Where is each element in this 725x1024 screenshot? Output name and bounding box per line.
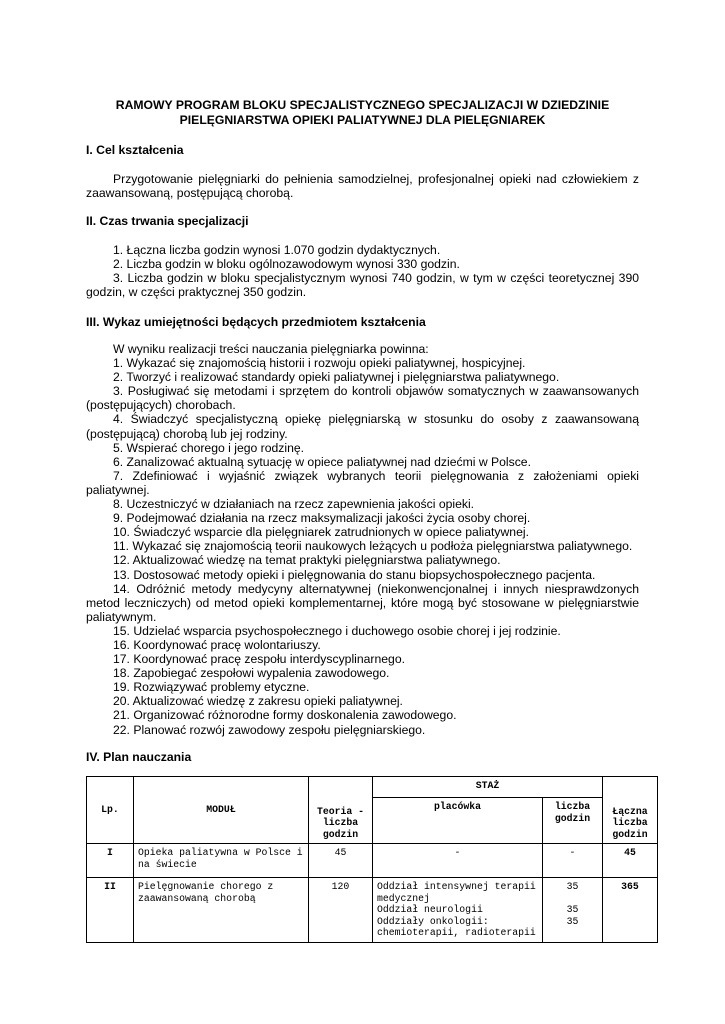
cell-lp: I	[87, 844, 134, 878]
list-item: 7. Zdefiniować i wyjaśnić związek wybranych teorii pielęgnowania z założeniami opieki paliatywnej.	[86, 468, 639, 497]
list-item: 20. Aktualizować wiedzę z zakresu opieki paliatywnej.	[113, 694, 403, 709]
title-line-1: RAMOWY PROGRAM BLOKU SPECJALISTYCZNEGO SPECJALIZACJI W DZIEDZINIE	[115, 98, 610, 112]
header-teoria: Teoria - liczba godzin	[309, 777, 373, 844]
list-item: 21. Organizować różnorodne formy doskonalenia zawodowego.	[113, 708, 457, 723]
section-heading-3: III. Wykaz umiejętności będących przedmiotem kształcenia	[86, 315, 426, 329]
list-item: 1. Wykazać się znajomością historii i rozwoju opieki paliatywnej, hospicyjnej.	[113, 356, 526, 371]
cell-placowka	[373, 878, 543, 943]
list-item: 22. Planować rozwój zawodowy zespołu pielęgniarskiego.	[113, 722, 426, 737]
list-item: 9. Podejmować działania na rzecz maksymalizacji jakości życia osoby chorej.	[113, 511, 531, 526]
document-title	[86, 98, 639, 128]
cell-laczna: 45	[603, 844, 658, 878]
header-liczba-godzin: liczba godzin	[543, 798, 603, 844]
list-item: 1. Łączna liczba godzin wynosi 1.070 godzin dydaktycznych.	[113, 243, 441, 257]
list-item: 2. Liczba godzin w bloku ogólnozawodowym wynosi 330 godzin.	[113, 257, 460, 272]
curriculum-table	[86, 776, 658, 943]
list-item: 11. Wykazać się znajomością teorii naukowych leżących u podłoża pielęgniarstwa paliatywnego.	[113, 539, 633, 554]
header-placowka: placówka	[373, 798, 543, 844]
title-line-2: PIELĘGNIARSTWA OPIEKI PALIATYWNEJ DLA PIELĘGNIAREK	[179, 113, 546, 127]
cell-modul: Pielęgnowanie chorego z zaawansowaną chorobą	[134, 878, 309, 943]
placowka-line: Oddział intensywnej terapii medycznej	[377, 881, 536, 904]
cell-lp: II	[87, 878, 134, 943]
list-item: 4. Świadczyć specjalistyczną opiekę pielęgniarską w stosunku do osoby z zaawansowaną (postępującą) chorobą lub jej rodziny.	[86, 412, 639, 441]
header-staz: STAŻ	[373, 777, 603, 798]
section-2-list	[86, 243, 639, 299]
liczba-line: 35	[566, 904, 579, 915]
list-item: 8. Uczestniczyć w działaniach na rzecz zapewnienia jakości opieki.	[113, 497, 475, 512]
cell-teoria: 120	[309, 878, 373, 943]
header-laczna: Łączna liczba godzin	[603, 777, 658, 844]
list-item: 2. Tworzyć i realizować standardy opieki paliatywnej i pielęgniarstwa paliatywnego.	[113, 370, 560, 385]
list-item: 15. Udzielać wsparcia psychospołecznego i duchowego osobie chorej i jej rodzinie.	[113, 623, 561, 638]
header-modul: MODUŁ	[134, 777, 309, 844]
cell-modul: Opieka paliatywna w Polsce i na świecie	[134, 844, 309, 878]
section-heading-4: IV. Plan nauczania	[86, 750, 192, 764]
list-item: 6. Zanalizować aktualną sytuację w opiece paliatywnej nad dziećmi w Polsce.	[113, 454, 531, 469]
cell-placowka: -	[373, 844, 543, 878]
list-item: 3. Liczba godzin w bloku specjalistycznym wynosi 740 godzin, w tym w części teoretycznej 390 godzin, w części praktycznej 350 godzin.	[86, 271, 639, 300]
cell-laczna: 365	[603, 878, 658, 943]
list-item: 18. Zapobiegać zespołowi wypalenia zawodowego.	[113, 666, 390, 681]
list-item: 17. Koordynować pracę zespołu interdyscyplinarnego.	[113, 652, 405, 667]
header-lp: Lp.	[87, 777, 134, 844]
cell-teoria: 45	[309, 844, 373, 878]
liczba-line: 35	[566, 915, 579, 927]
list-item: 19. Rozwiązywać problemy etyczne.	[113, 680, 310, 695]
table-row	[87, 878, 658, 943]
liczba-line	[547, 893, 598, 905]
list-item: 16. Koordynować pracę wolontariuszy.	[113, 637, 321, 652]
section-3-list	[86, 342, 639, 737]
cell-liczba: -	[543, 844, 603, 878]
section-heading-1: I. Cel kształcenia	[86, 143, 184, 157]
list-item: 5. Wspierać chorego i jego rodzinę.	[113, 440, 305, 455]
list-item: 10. Świadczyć wsparcie dla pielęgniarek zatrudnionych w opiece paliatywnej.	[113, 525, 529, 540]
list-item: 14. Odróżnić metody medycyny alternatywnej (niekonwencjonalnej i innych niesprawdzonych metod leczniczych) od metod opieki komplementarnej, które mogą być stosowane w pielęgniarstwie paliatywnym.	[86, 581, 639, 624]
placowka-line: Oddział neurologii	[377, 904, 483, 915]
placowka-line: Oddziały onkologii: chemioterapii, radioterapii	[377, 915, 536, 938]
list-item: 3. Posługiwać się metodami i sprzętem do kontroli objawów somatycznych w zaawansowanych (postępujących) chorobach.	[86, 384, 639, 413]
list-item: 12. Aktualizować wiedzę na temat praktyki pielęgniarstwa paliatywnego.	[113, 553, 501, 568]
cell-liczba	[543, 878, 603, 943]
list-item: 13. Dostosować metody opieki i pielęgnowania do stanu biopsychospołecznego pacjenta.	[113, 567, 596, 582]
section-1-text: Przygotowanie pielęgniarki do pełnienia samodzielnej, profesjonalnej opieki nad człowiekiem z zaawansowaną, postępującą chorobą.	[86, 172, 639, 201]
section-heading-2: II. Czas trwania specjalizacji	[86, 214, 249, 228]
table-row	[87, 844, 658, 878]
section-3-intro: W wyniku realizacji treści nauczania pielęgniarka powinna:	[113, 342, 429, 356]
liczba-line: 35	[566, 881, 579, 892]
